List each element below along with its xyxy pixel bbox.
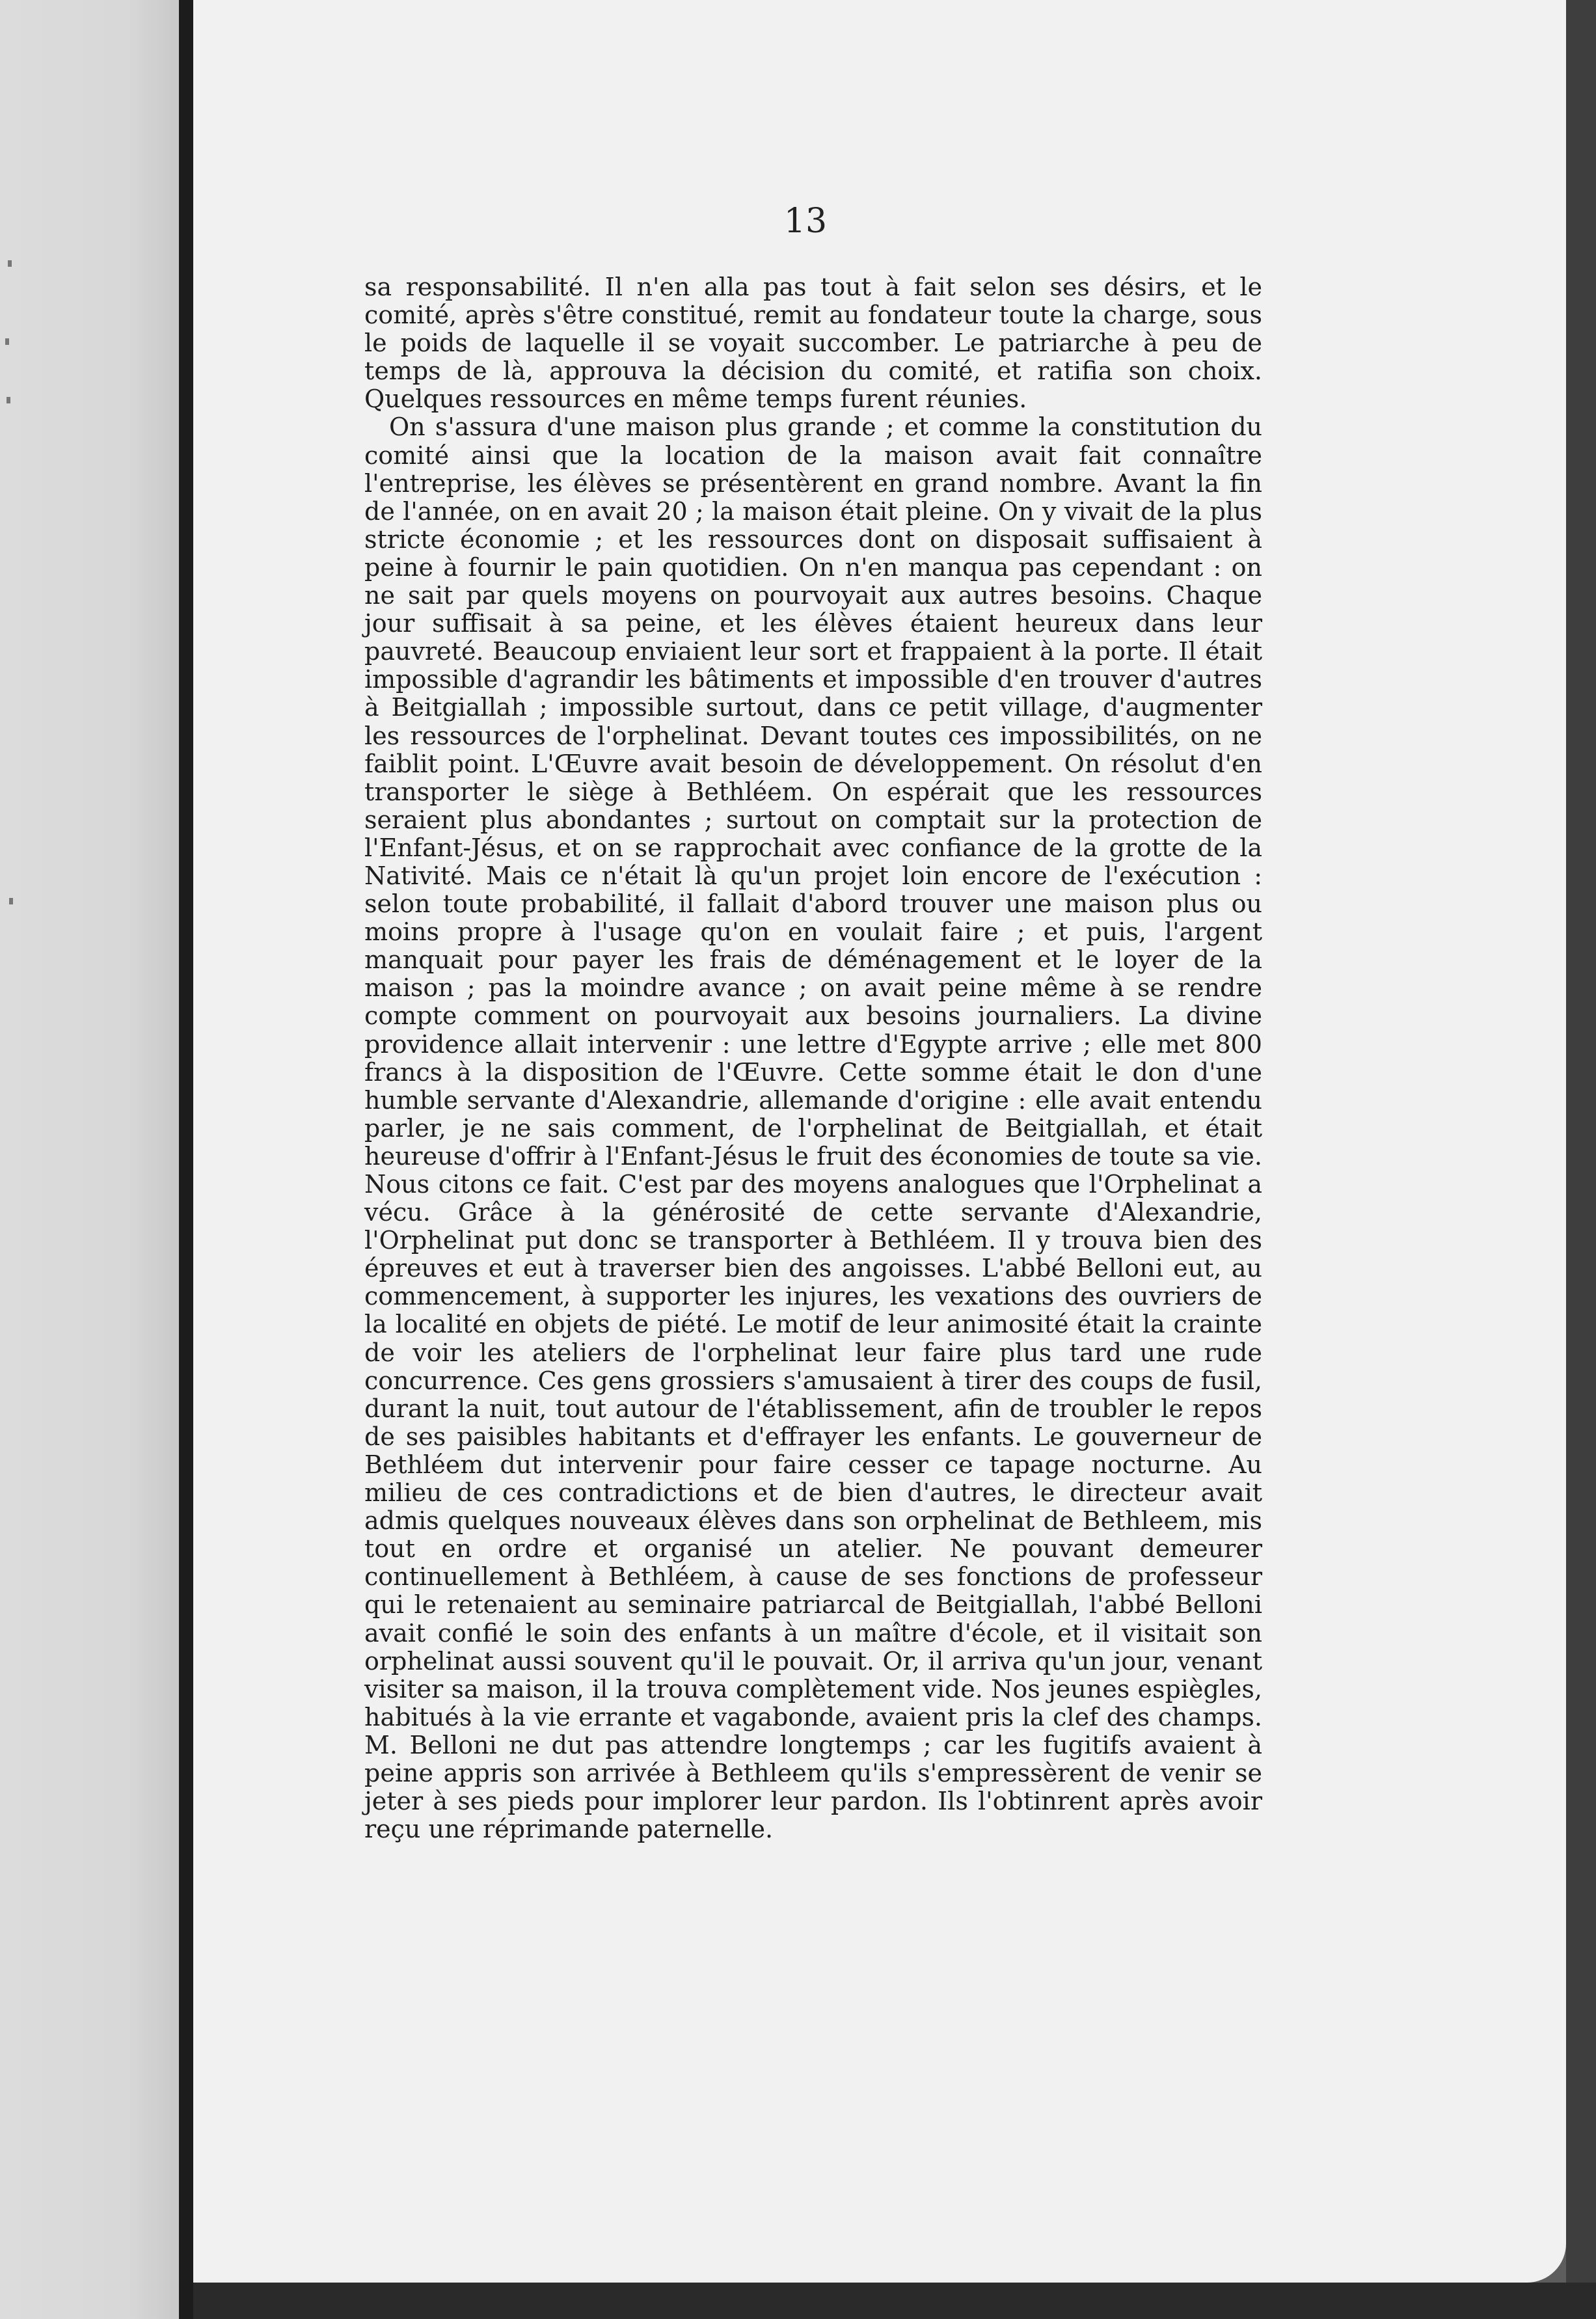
scan-speck: [8, 260, 12, 267]
scan-speck: [9, 898, 13, 904]
scan-edge-right: [1566, 0, 1596, 2319]
paragraph: sa responsabilité. Il n'en alla pas tout à fait selon ses désirs, et le comité, après s'être constitué, remit au fondateur toute la charge, sous le poids de laquelle il se voyait succomber. Le patriarche à peu de temps de là, approuva la décision du comité, et ratifia son choix. Quelques ressources en même temps furent réunies.: [364, 273, 1262, 414]
scan-edge-bottom: [193, 2283, 1596, 2319]
book-gutter: [179, 0, 193, 2319]
scan-background: [0, 0, 181, 2319]
paragraph: On s'assura d'une maison plus grande ; et comme la constitution du comité ainsi que la location de la maison avait fait connaître l'entreprise, les élèves se présentèrent en grand nombre. Avant la fin de l'année, on en avait 20 ; la maison était pleine. On y vivait de la plus stricte économie ; et les ressources dont on disposait suffisaient à peine à fournir le pain quotidien. On n'en manqua pas cependant : on ne sait par quels moyens on pourvoyait aux autres besoins. Chaque jour suffisait à sa peine, et les élèves étaient heureux dans leur pauvreté. Beaucoup enviaient leur sort et frappaient à la porte. Il était impossible d'agrandir les bâtiments et impossible d'en trouver d'autres à Beitgiallah ; impossible surtout, dans ce petit village, d'augmenter les ressources de l'orphelinat. Devant toutes ces impossibilités, on ne faiblit point. L'Œuvre avait besoin de développement. On résolut d'en transporter le siège à Bethléem. On espérait que les ressources seraient plus abondantes ; surtout on comptait sur la protection de l'Enfant-Jésus, et on se rapprochait avec confiance de la grotte de la Nativité. Mais ce n'était là qu'un projet loin encore de l'exécution : selon toute probabilité, il fallait d'abord trouver une maison plus ou moins propre à l'usage qu'on en voulait faire ; et puis, l'argent manquait pour payer les frais de déménagement et le loyer de la maison ; pas la moindre avance ; on avait peine même à se rendre compte comment on pourvoyait aux besoins journaliers. La divine providence allait intervenir : une lettre d'Egypte arrive ; elle met 800 francs à la disposition de l'Œuvre. Cette somme était le don d'une humble servante d'Alexandrie, allemande d'origine : elle avait entendu parler, je ne sais comment, de l'orphelinat de Beitgiallah, et était heureuse d'offrir à l'Enfant-Jésus le fruit des économies de toute sa vie. Nous citons ce fait. C'est par des moyens analogues que l'Orphelinat a vécu. Grâce à la générosité de cette servante d'Alexandrie, l'Orphelinat put donc se transporter à Bethléem. Il y trouva bien des épreuves et eut à traverser bien des angoisses. L'abbé Belloni eut, au commencement, à supporter les injures, les vexations des ouvriers de la localité en objets de piété. Le motif de leur animosité était la crainte de voir les ateliers de l'orphelinat leur faire plus tard une rude concurrence. Ces gens grossiers s'amusaient à tirer des coups de fusil, durant la nuit, tout autour de l'établissement, afin de troubler le repos de ses paisibles habitants et d'effrayer les enfants. Le gouverneur de Bethléem dut intervenir pour faire cesser ce tapage nocturne. Au milieu de ces contradictions et de bien d'autres, le directeur avait admis quelques nouveaux élèves dans son orphelinat de Bethleem, mis tout en ordre et organisé un atelier. Ne pouvant demeurer continuellement à Bethléem, à cause de ses fonctions de professeur qui le retenaient au seminaire patriarcal de Beitgiallah, l'abbé Belloni avait confié le soin des enfants à un maître d'école, et il visitait son orphelinat aussi souvent qu'il le pouvait. Or, il arriva qu'un jour, venant visiter sa maison, il la trouva complètement vide. Nos jeunes espiègles, habitués à la vie errante et vagabonde, avaient pris la clef des champs. M. Belloni ne dut pas attendre longtemps ; car les fugitifs avaient à peine appris son arrivée à Bethleem qu'ils s'empressèrent de venir se jeter à ses pieds pour implorer leur pardon. Ils l'obtinrent après avoir reçu une réprimande paternelle.: [364, 413, 1262, 1844]
scan-speck: [7, 397, 10, 403]
page-number: 13: [783, 202, 828, 241]
body-text: [364, 273, 1262, 1843]
scan-speck: [5, 338, 9, 345]
